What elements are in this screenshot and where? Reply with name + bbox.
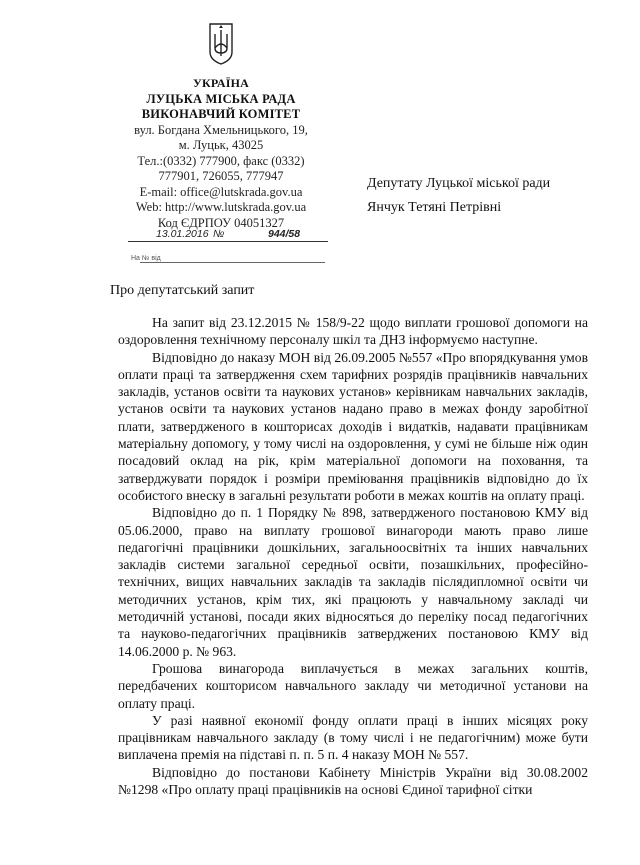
edrpou-code: Код ЄДРПОУ 04051327 (157, 215, 285, 230)
paragraph-6: Відповідно до постанови Кабінету Міністрів України від 30.08.2002 №1298 «Про оплату праці працівників на основі Єдиної тарифної сітки (118, 764, 588, 798)
address-street: вул. Богдана Хмельницького, 19, (134, 122, 308, 137)
committee-name: ВИКОНАВЧИЙ КОМІТЕТ (141, 107, 301, 121)
registration-date: 13.01.2016 (156, 228, 209, 240)
web-line: Web: http://www.lutskrada.gov.ua (135, 200, 307, 214)
country-name: УКРАЇНА (192, 76, 250, 90)
letterhead (116, 76, 326, 231)
registration-number: 944/58 (268, 228, 301, 240)
reference-line: На № від (131, 255, 161, 262)
registration-number-sign: № (213, 228, 225, 240)
paragraph-5: У разі наявної економії фонду оплати праці в інших місяцях року працівникам навчального закладу (в тому числі і не педагогічним) може бути виплачена премія на підставі п. п. 5 п. 4 наказу МОН № 557. (118, 712, 588, 763)
council-name: ЛУЦЬКА МІСЬКА РАДА (146, 91, 296, 106)
addressee-block (367, 172, 550, 220)
phone-numbers: 777901, 726055, 777947 (158, 169, 284, 183)
letter-body (118, 314, 588, 798)
addressee-title: Депутату Луцької міської ради (367, 176, 551, 191)
phone-line: Тел.:(0332) 777900, факс (0332) (137, 153, 305, 168)
email-line: E-mail: office@lutskrada.gov.ua (139, 184, 303, 199)
paragraph-2: Відповідно до наказу МОН від 26.09.2005 №557 «Про впорядкування умов оплати праці та затвердження схем тарифних розрядів працівників навчальних закладів, установ освіти та наукових установ» керівникам навчальних закладів, установ освіти та наукових установ надано право в межах фонду заробітної плати, затвердженого в кошторисах доходів і видатків, надавати працівникам матеріальну допомогу, у тому числі на оздоровлення, у сумі не більше ніж один посадовий оклад на рік, крім матеріальної допомоги на поховання, та затверджувати порядок і розміри преміювання працівників відповідно до їх особистого внеску в загальні результати роботи в межах коштів на оплату праці. (118, 349, 588, 503)
address-city: м. Луцьк, 43025 (178, 138, 264, 152)
paragraph-1: На запит від 23.12.2015 № 158/9-22 щодо виплати грошової допомоги на оздоровлення технічному персоналу шкіл та ДНЗ інформуємо наступне. (118, 315, 588, 348)
paragraph-4: Грошова винагорода виплачується в межах загальних коштів, передбачених кошторисом навчального закладу чи методичної установи на оплату праці. (118, 660, 588, 711)
coat-of-arms-trident-icon (207, 22, 235, 66)
paragraph-3: Відповідно до п. 1 Порядку № 898, затвердженого постановою КМУ від 05.06.2000, право на виплату грошової винагороди мають право лише педагогічні працівники дошкільних, загальноосвітніх та інших навчальних закладів системи загальної середньої освіти, позашкільних, професійно-технічних, вищих навчальних закладів та закладів післядипломної освіти чи методичних установ, крім тих, які працюють у навчальному закладі чи методичній установі, посади яких відносяться до переліку посад педагогічних та науково-педагогічних працівників затверджених постановою КМУ від 14.06.2000 р. № 963. (118, 505, 588, 659)
letter-subject: Про депутатський запит (110, 283, 255, 298)
registration-underline (128, 241, 328, 242)
addressee-name: Янчук Тетяні Петрівні (367, 200, 502, 215)
reference-underline (140, 262, 325, 263)
